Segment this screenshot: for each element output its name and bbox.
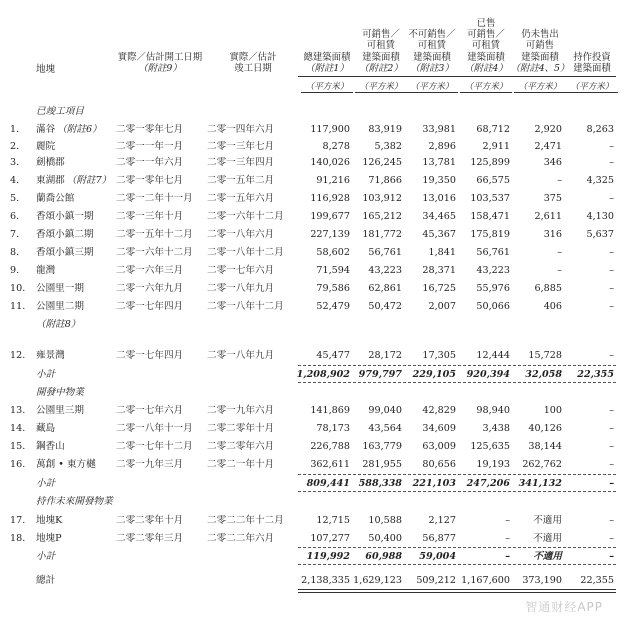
row-value-sold: 2,911 [482,141,510,152]
subtotal-label: 小計 [36,369,56,380]
row-value-non_saleable: 34,609 [422,423,456,434]
row-number: 14. [10,423,26,434]
row-number: 15. [10,441,26,452]
project-name: 蘭喬公館 [36,193,75,204]
subtotal-rule-bottom [298,491,616,492]
header-unsold-line-0: 仍未售出 [521,29,559,41]
row-value-saleable: 281,955 [362,459,402,470]
start-date: 二零一七年十二月 [116,441,193,452]
row-value-gfa: 140,026 [310,157,350,168]
row-value-invest: – [609,193,614,204]
start-date: 二零一七年六月 [116,405,184,416]
watermark: 智通财经APP [525,600,603,614]
row-value-gfa: 45,477 [316,350,350,361]
row-number: 5. [10,193,20,204]
start-date: 二零一七年四月 [116,301,184,312]
row-value-gfa: 226,788 [310,441,350,452]
row-value-unsold: – [557,247,562,258]
row-value-saleable: 50,400 [368,533,402,544]
start-date: 二零一六年十二月 [116,247,193,258]
start-date: 二零一五年十二月 [116,229,193,240]
row-value-unsold: 375 [543,193,562,204]
start-date: 二零一七年四月 [116,350,184,361]
row-value-invest: – [609,459,614,470]
subtotal-value-invest: 22,355 [577,369,614,380]
section-title: 已竣工項目 [36,106,84,117]
unit-label-saleable: （平方米） [359,82,403,92]
row-value-invest: – [609,350,614,361]
row-number: 7. [10,229,20,240]
start-date: 二零一零年七月 [116,175,184,186]
project-name: 公園里二期 [36,301,84,312]
header-non_saleable-line-3: （附註3） [410,62,454,74]
project-name: 萬創 • 東方樾 [36,459,96,470]
unit-label-sold: （平方米） [464,82,508,92]
subtotal-value-unsold: 不適用 [533,551,562,562]
row-number: 2. [10,141,20,152]
subtotal-rule-top [298,365,616,366]
subtotal-value-sold: 247,206 [466,478,510,489]
row-value-unsold: 2,920 [534,124,562,135]
row-value-sold: 175,819 [470,229,510,240]
completion-date: 二零二一年十月 [207,459,275,470]
row-number: 11. [10,301,26,312]
row-value-gfa: 58,602 [316,247,350,258]
section-title: 持作未來開發物業 [36,496,113,507]
row-value-non_saleable: 63,009 [422,441,456,452]
row-value-saleable: 10,588 [368,515,402,526]
total-value-unsold: 373,190 [522,575,562,586]
row-value-saleable: 83,919 [368,124,402,135]
header-invest-line-0: 持作投資 [573,51,611,63]
start-date: 二零一三年十月 [116,211,184,222]
row-number: 9. [10,265,20,276]
row-number: 13. [10,405,26,416]
row-value-gfa: 116,928 [310,193,350,204]
subtotal-rule-bottom [298,382,616,383]
subtotal-value-sold: 920,394 [466,369,510,380]
start-date: 二零一九年三月 [116,459,184,470]
header-complete-date-line-0: 實際／估計 [229,51,277,63]
header-non_saleable-line-1: 可租賃 [417,40,447,52]
row-value-saleable: 28,172 [368,350,402,361]
start-date: 二零二零年三月 [116,533,184,544]
header-unsold-line-1: 可銷售 [525,40,555,52]
row-value-unsold: 262,762 [522,459,562,470]
completion-date: 二零一八年十二月 [207,247,284,258]
row-value-non_saleable: 13,781 [422,157,456,168]
row-value-unsold: 15,728 [528,350,562,361]
unit-rule-unsold [514,92,566,93]
header-sold-line-3: 建築面積 [467,51,505,63]
subtotal-rule-top [298,474,616,475]
start-date: 二零一六年九月 [116,283,184,294]
row-value-non_saleable: 1,841 [428,247,456,258]
project-name: 藏島 [36,423,56,434]
project-name: 鋼香山 [36,441,65,452]
row-value-invest: – [609,533,614,544]
row-value-non_saleable: 2,127 [428,515,456,526]
header-non_saleable-line-0: 不可銷售／ [408,29,456,41]
row-value-saleable: 5,382 [374,141,402,152]
row-number: 1. [10,124,20,135]
total-rule-1 [298,589,616,590]
row-value-sold: 103,537 [470,193,510,204]
total-value-gfa: 2,138,335 [301,575,350,586]
row-value-non_saleable: 80,656 [422,459,456,470]
header-rule [298,76,616,77]
row-value-sold: 19,193 [476,459,510,470]
row-value-non_saleable: 42,829 [422,405,456,416]
subtotal-value-non_saleable: 229,105 [412,369,456,380]
completion-date: 二零二零年六月 [207,441,275,452]
subtotal-rule-top [298,547,616,548]
row-value-saleable: 43,564 [368,423,402,434]
row-value-non_saleable: 13,016 [422,193,456,204]
row-value-invest: – [609,441,614,452]
header-sold-line-4: （附註4） [464,62,508,74]
total-rule-2 [298,592,616,593]
row-value-gfa: 362,611 [310,459,350,470]
start-date: 二零一一年六月 [116,157,184,168]
row-value-invest: – [609,405,614,416]
completion-date: 二零一八年十二月 [207,301,284,312]
project-name: 龍灣 [36,265,56,276]
row-value-unsold: – [557,265,562,276]
start-date: 二零一零年七月 [116,124,184,135]
start-date: 二零一八年十一月 [116,423,193,434]
header-saleable-line-2: 建築面積 [362,51,400,63]
row-value-invest: – [609,265,614,276]
row-value-sold: – [505,515,510,526]
header-non_saleable-line-2: 建築面積 [413,51,451,63]
header-saleable-line-3: （附註2） [359,62,403,74]
subtotal-value-sold: – [505,551,510,562]
row-value-non_saleable: 56,877 [422,533,456,544]
unit-label-invest: （平方米） [570,82,614,92]
total-value-saleable: 1,629,123 [353,575,402,586]
subtotal-value-gfa: 1,208,902 [296,369,350,380]
row-value-unsold: 100 [543,405,562,416]
subtotal-value-non_saleable: 221,103 [412,478,456,489]
header-gfa-line-1: （附註1） [305,62,349,74]
row-value-invest: 8,263 [586,124,614,135]
row-value-invest: – [609,301,614,312]
project-name: 香頌小鎮一期 [36,211,94,222]
row-number: 3. [10,157,20,168]
total-label: 總計 [36,575,56,586]
row-value-sold: 3,438 [482,423,510,434]
completion-date: 二零一八年九月 [207,283,275,294]
project-name: 麗院 [36,141,56,152]
completion-date: 二零一三年四月 [207,157,275,168]
completion-date: 二零一八年六月 [207,229,275,240]
row-value-gfa: 12,715 [316,515,350,526]
total-value-sold: 1,167,600 [461,575,510,586]
row-number: 12. [10,350,26,361]
row-value-invest: – [609,423,614,434]
header-land: 地塊 [36,64,56,75]
completion-date: 二零二二年六月 [207,533,275,544]
subtotal-value-gfa: 809,441 [306,478,350,489]
row-value-saleable: 43,223 [368,265,402,276]
header-sold-line-2: 可租賃 [471,40,501,52]
project-name: 公園里一期 [36,283,84,294]
row-value-non_saleable: 34,465 [422,211,456,222]
start-date: 二零二零年十月 [116,515,184,526]
start-date: 二零一二年十一月 [116,193,193,204]
header-complete-date-line-1: 竣工日期 [234,62,272,74]
completion-date: 二零一五年六月 [207,193,275,204]
row-value-sold: 98,940 [476,405,510,416]
row-value-gfa: 91,216 [316,175,350,186]
unit-rule-saleable [355,92,407,93]
row-value-invest: – [609,247,614,258]
project-name: 雍景灣 [36,350,65,361]
row-value-saleable: 163,779 [362,441,402,452]
subtotal-rule-bottom [298,564,616,565]
completion-date: 二零二二年十二月 [207,515,284,526]
row-value-saleable: 126,245 [362,157,402,168]
row-value-non_saleable: 17,305 [422,350,456,361]
header-unsold-line-3: （附註4、5） [510,62,570,74]
completion-date: 二零一九年六月 [207,405,275,416]
row-value-unsold: 6,885 [534,283,562,294]
unit-rule-sold [460,92,512,93]
subtotal-value-saleable: 588,338 [358,478,402,489]
subtotal-value-unsold: 341,132 [518,478,562,489]
header-sold-line-0: 已售 [476,18,496,29]
project-name: 滿谷 [36,124,56,135]
unit-rule-invest [566,92,618,93]
row-value-sold: 55,976 [476,283,510,294]
completion-date: 二零一三年七月 [207,141,275,152]
project-note: （附註7） [66,175,112,186]
unit-rule-gfa [301,92,353,93]
project-name: 地塊P [36,533,62,544]
project-name: 東湖郡 [36,175,65,186]
project-name: 地塊K [36,515,63,526]
row-value-unsold: 2,611 [534,211,562,222]
row-value-sold: 50,066 [476,301,510,312]
row-value-unsold: – [557,175,562,186]
project-name: 香頌小鎮三期 [36,247,94,258]
project-note: （附註8） [36,319,81,330]
row-value-gfa: 79,586 [316,283,350,294]
row-value-unsold: 38,144 [528,441,562,452]
subtotal-label: 小計 [36,551,56,562]
row-value-saleable: 62,861 [368,283,402,294]
subtotal-value-invest: – [609,551,614,562]
start-date: 二零一六年三月 [116,265,184,276]
row-number: 8. [10,247,20,258]
row-value-saleable: 99,040 [368,405,402,416]
row-value-non_saleable: 16,725 [422,283,456,294]
project-name: 公園里三期 [36,405,84,416]
row-value-invest: 5,637 [586,229,614,240]
row-value-gfa: 227,139 [310,229,350,240]
header-unsold-line-2: 建築面積 [521,51,559,63]
row-value-sold: 43,223 [476,265,510,276]
completion-date: 二零一八年九月 [207,350,275,361]
row-value-gfa: 141,869 [310,405,350,416]
row-value-unsold: 346 [543,157,562,168]
row-value-gfa: 107,277 [310,533,350,544]
row-value-sold: – [505,533,510,544]
subtotal-value-unsold: 32,058 [525,369,562,380]
row-value-gfa: 199,677 [310,211,350,222]
row-value-non_saleable: 33,981 [422,124,456,135]
header-start-date-line-1: （附註9） [138,62,182,74]
unit-label-unsold: （平方米） [518,82,562,92]
completion-date: 二零一五年二月 [207,175,275,186]
header-start-date-line-0: 實際／估計開工日期 [117,51,203,63]
completion-date: 二零一七年六月 [207,265,275,276]
row-value-invest: – [609,515,614,526]
row-value-non_saleable: 2,896 [428,141,456,152]
row-value-saleable: 103,912 [362,193,402,204]
row-value-unsold: 40,126 [528,423,562,434]
row-value-saleable: 56,761 [368,247,402,258]
row-value-saleable: 71,866 [368,175,402,186]
row-value-sold: 56,761 [476,247,510,258]
total-value-invest: 22,355 [580,575,614,586]
subtotal-value-saleable: 60,988 [365,551,402,562]
completion-date: 二零一四年六月 [207,124,275,135]
header-sold-line-1: 可銷售／ [467,29,505,41]
unit-label-non_saleable: （平方米） [410,82,454,92]
row-value-invest: – [609,157,614,168]
row-value-invest: – [609,141,614,152]
row-value-unsold: 不適用 [533,533,562,544]
row-number: 18. [10,533,26,544]
completion-date: 二零一六年十二月 [207,211,284,222]
subtotal-value-non_saleable: 59,004 [419,551,456,562]
subtotal-value-saleable: 979,797 [358,369,402,380]
row-value-invest: – [609,283,614,294]
row-value-saleable: 181,772 [362,229,402,240]
project-note: （附註6） [57,124,102,135]
row-number: 6. [10,211,20,222]
row-value-saleable: 165,212 [362,211,402,222]
project-name: 香頌小鎮二期 [36,229,94,240]
row-value-sold: 158,471 [470,211,510,222]
row-value-gfa: 117,900 [310,124,350,135]
row-value-sold: 125,635 [470,441,510,452]
header-saleable-line-1: 可租賃 [366,40,396,52]
start-date: 二零一一年一月 [116,141,184,152]
header-saleable-line-0: 可銷售／ [362,29,400,41]
row-value-sold: 125,899 [470,157,510,168]
row-value-sold: 66,575 [476,175,510,186]
row-value-non_saleable: 2,007 [428,301,456,312]
unit-label-gfa: （平方米） [305,82,349,92]
section-title: 開發中物業 [36,387,84,398]
row-value-unsold: 316 [543,229,562,240]
completion-date: 二零二零年十月 [207,423,275,434]
row-value-gfa: 71,594 [316,265,350,276]
unit-rule-non_saleable [406,92,458,93]
subtotal-value-gfa: 119,992 [306,551,350,562]
subtotal-label: 小計 [36,478,56,489]
row-value-invest: 4,325 [586,175,614,186]
row-value-sold: 68,712 [476,124,510,135]
header-gfa-line-0: 總建築面積 [303,51,351,63]
row-number: 16. [10,459,26,470]
row-value-non_saleable: 28,371 [422,265,456,276]
row-number: 4. [10,175,20,186]
row-value-invest: 4,130 [586,211,614,222]
subtotal-value-invest: – [609,478,614,489]
row-value-non_saleable: 19,350 [422,175,456,186]
total-value-non_saleable: 509,212 [416,575,456,586]
row-number: 10. [10,283,26,294]
project-name: 劍橋郡 [36,157,65,168]
row-value-unsold: 2,471 [534,141,562,152]
row-value-saleable: 50,472 [368,301,402,312]
row-value-sold: 12,444 [476,350,510,361]
row-value-unsold: 不適用 [533,515,562,526]
row-number: 17. [10,515,26,526]
row-value-unsold: 406 [543,301,562,312]
row-value-gfa: 78,173 [316,423,350,434]
row-value-gfa: 8,278 [322,141,350,152]
header-invest-line-1: 建築面積 [573,62,611,74]
row-value-gfa: 52,479 [316,301,350,312]
row-value-non_saleable: 45,367 [422,229,456,240]
